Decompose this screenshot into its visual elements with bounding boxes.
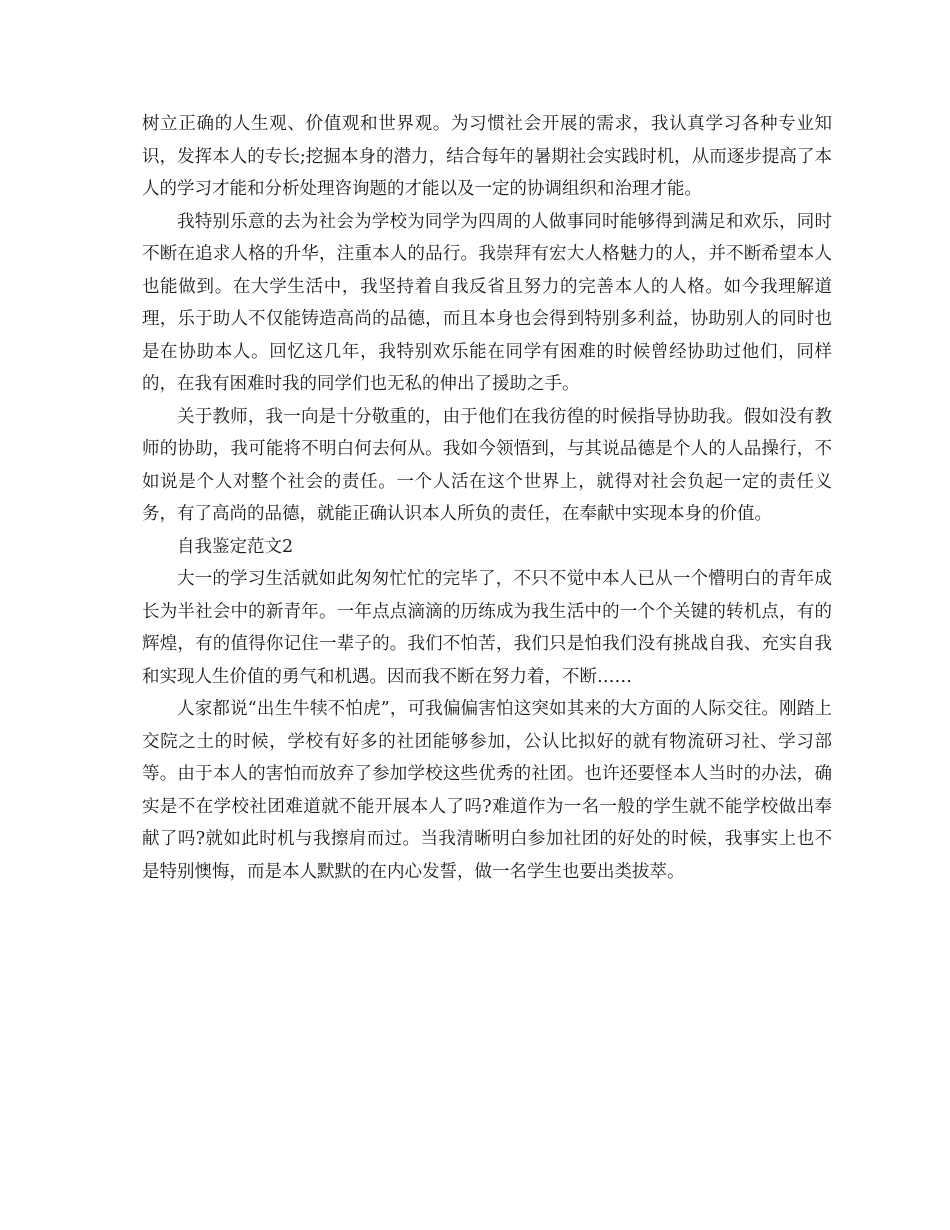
paragraph-teachers: 关于教师，我一向是十分敬重的，由于他们在我彷徨的时候指导协助我。假如没有教师的协助，我可能将不明白何去何从。我如今领悟到，与其说品德是个人的人品操行，不如说是个人对整个社会的责任。一个人活在这个世界上，就得对社会负起一定的责任义务，有了高尚的品德，就能正确认识本人所负的责任，在奉献中实现本身的价值。 bbox=[142, 406, 832, 524]
paragraph-continued: 树立正确的人生观、价值观和世界观。为习惯社会开展的需求，我认真学习各种专业知识，发挥本人的专长;挖掘本身的潜力，结合每年的暑期社会实践时机，从而逐步提高了本人的学习才能和分析处理咨询题的才能以及一定的协调组织和治理才能。 bbox=[142, 114, 832, 199]
paragraph-freshman-year: 大一的学习生活就如此匆匆忙忙的完毕了，不只不觉中本人已从一个懵明白的青年成长为半社会中的新青年。一年点点滴滴的历练成为我生活中的一个个关键的转机点，有的辉煌，有的值得你记住一辈子的。我们不怕苦，我们只是怕我们没有挑战自我、充实自我和实现人生价值的勇气和机遇。因而我不断在努力着，不断…… bbox=[142, 569, 832, 687]
document-page bbox=[142, 108, 832, 888]
paragraph-social-clubs: 人家都说“出生牛犊不怕虎”，可我偏偏害怕这突如其来的大方面的人际交往。刚踏上交院之土的时候，学校有好多的社团能够参加，公认比拟好的就有物流研习社、学习部等。由于本人的害怕而放弃了参加学校这些优秀的社团。也许还要怪本人当时的办法，确实是不在学校社团难道就不能开展本人了吗?难道作为一名一般的学生就不能学校做出奉献了吗?就如此时机与我擦肩而过。当我清晰明白参加社团的好处的时候，我事实上也不是特别懊悔，而是本人默默的在内心发誓，做一名学生也要出类拔萃。 bbox=[142, 699, 832, 882]
section-heading: 自我鉴定范文2 bbox=[177, 536, 294, 557]
paragraph-helping-others: 我特别乐意的去为社会为学校为同学为四周的人做事同时能够得到满足和欢乐，同时不断在追求人格的升华，注重本人的品行。我崇拜有宏大人格魅力的人，并不断希望本人也能做到。在大学生活中，我坚持着自我反省且努力的完善本人的人格。如今我理解道理，乐于助人不仅能铸造高尚的品德，而且本身也会得到特别多利益，协助别人的同时也是在协助本人。回忆这几年，我特别欢乐能在同学有困难的时候曾经协助过他们，同样的，在我有困难时我的同学们也无私的伸出了援助之手。 bbox=[142, 211, 832, 394]
